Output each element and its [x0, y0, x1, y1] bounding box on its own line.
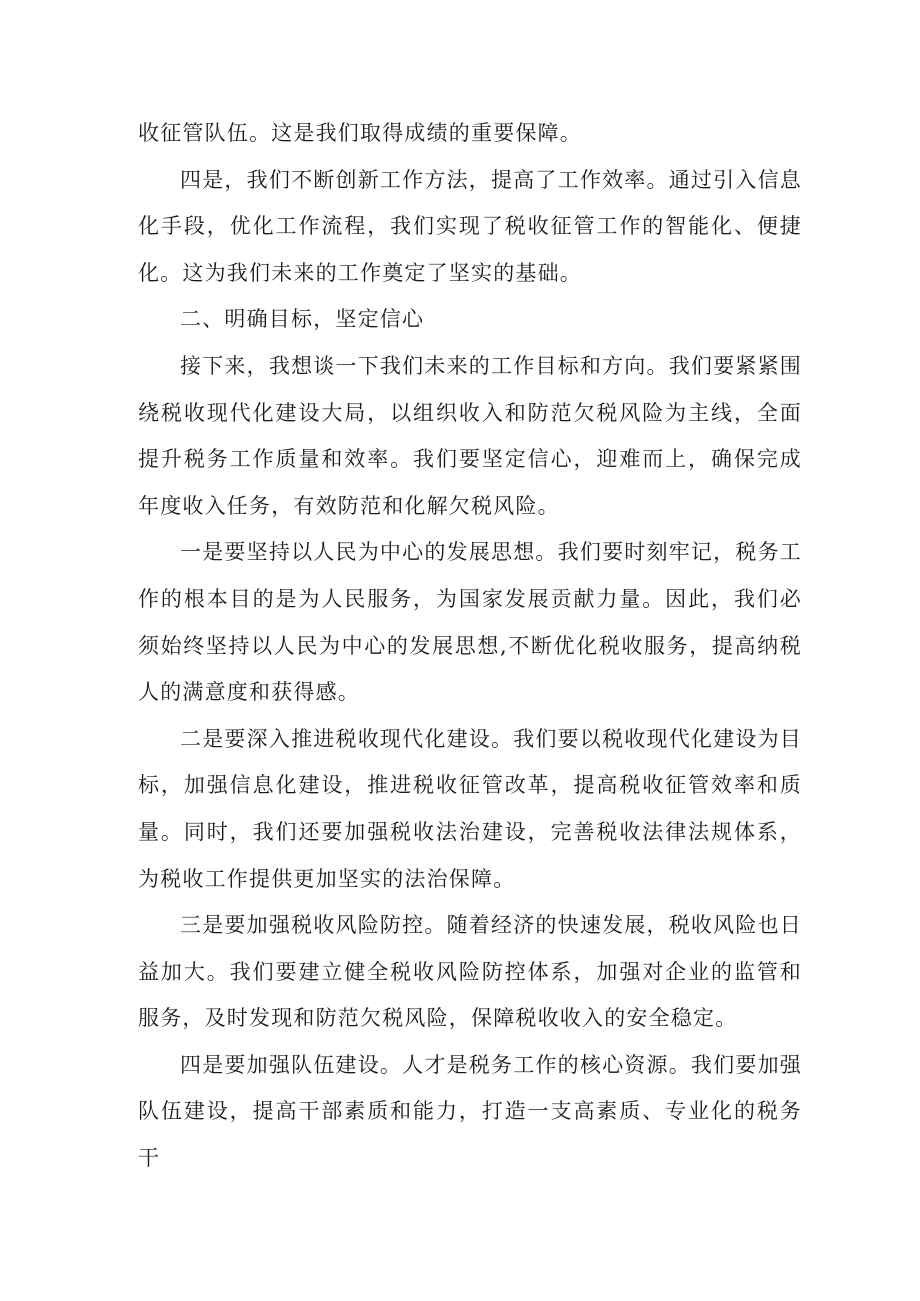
paragraph-fourth-achievement: 四是，我们不断创新工作方法，提高了工作效率。通过引入信息化手段，优化工作流程，我们实现了税收征管工作的智能化、便捷化。这为我们未来的工作奠定了坚实的基础。 — [138, 167, 802, 285]
paragraph-goal-two: 二是要深入推进税收现代化建设。我们要以税收现代化建设为目标，加强信息化建设，推进税收征管改革，提高税收征管效率和质量。同时，我们还要加强税收法治建设，完善税收法律法规体系，为税收工作提供更加坚实的法治保障。 — [138, 726, 802, 891]
paragraph-continuation: 收征管队伍。这是我们取得成绩的重要保障。 — [138, 121, 582, 145]
paragraph-goal-three: 三是要加强税收风险防控。随着经济的快速发展，税收风险也日益加大。我们要建立健全税收风险防控体系，加强对企业的监管和服务，及时发现和防范欠税风险，保障税收收入的安全稳定。 — [138, 913, 802, 1031]
document-body — [138, 110, 802, 1182]
paragraph-goal-four: 四是要加强队伍建设。人才是税务工作的核心资源。我们要加强队伍建设，提高干部素质和能力，打造一支高素质、专业化的税务干 — [138, 1052, 802, 1171]
section-heading-goals: 二、明确目标，坚定信心 — [180, 307, 425, 332]
paragraph-goal-one: 一是要坚持以人民为中心的发展思想。我们要时刻牢记，税务工作的根本目的是为人民服务，为国家发展贡献力量。因此，我们必须始终坚持以人民为中心的发展思想,不断优化税收服务，提高纳税人的满意度和获得感。 — [138, 540, 802, 705]
paragraph-goals-intro: 接下来，我想谈一下我们未来的工作目标和方向。我们要紧紧围绕税收现代化建设大局，以组织收入和防范欠税风险为主线，全面提升税务工作质量和效率。我们要坚定信心，迎难而上，确保完成年度收入任务，有效防范和化解欠税风险。 — [138, 353, 802, 518]
